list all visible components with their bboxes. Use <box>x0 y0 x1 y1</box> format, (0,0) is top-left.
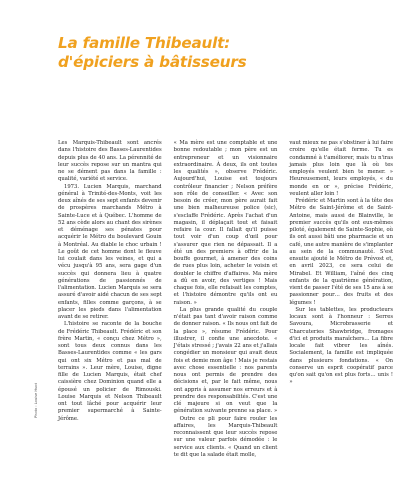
paragraph: Outre ce pli pour faire rouler les affaires, les Marquis-Thibeault reconnaissent que leur succès repose sur une valeur parfois démodée : le service aux clients. « Quand un client te dit que la salade était molle, <box>173 415 278 458</box>
paragraph: L'histoire se raconte de la bouche de Frédéric Thibeault. Frédéric et son frère Martin, « conçu chez Métro », sont tous deux connus dans les Basses-Laurentides comme « les gars qui ont six Métro et pas mal de terrains ». Leur mère, Louise, digne fille de Lucien Marquis, était chef caissière chez Dominion quand elle a épousé un policier de Rimouski. Louise Marquis et Nelson Thibeault ont tout lâché pour acquérir leur premier supermarché à Sainte-Jérôme. <box>58 321 162 422</box>
paragraph: Les Marquis-Thibeault sont ancrés dans l'histoire des Basses-Laurentides depuis plus de 40 ans. La pérennité de leur succès repose sur un mantra qui ne se dément pas dans la famille : qualité, variété et service. <box>58 140 162 183</box>
article-title-line-2: d'épiciers à bâtisseurs <box>58 53 247 71</box>
paragraph: « Ma mère est une comptable et une bonne redoutable ; mon père est un entrepreneur et un visionnaire extraordinaire. À deux, ils ont toutes les qualités », observe Frédéric. Aujourd'hui, Louise est toujours contrôleur financier ; Nelson préfère son rôle de conseiller. « Avec son besoin de créer, mon père aurait fait une bien malheureuse police (sic), s'esclaffe Frédéric. Après l'achat d'un magasin, il déplaçait tout et faisait refaire la cour. Il fallait qu'il puisse tout voir d'un coup d'œil pour s'assurer que rien ne dépassait. Il a été un des premiers à offrir de la bouffe gourmet, à amener des coins de rues plus loin, acheter le voisin et doubler le chiffre d'affaires. Ma mère a dû en avoir, des vertiges ! Mais chaque fois, elle refaisait les comptes, et l'histoire démontre qu'ils ont eu raison. » <box>173 140 278 306</box>
photo-credit: Photo : Louise Huot <box>34 383 38 418</box>
paragraph: Frédéric et Martin sont à la tête des Métro de Saint-Jérôme et de Saint-Antoine, mais aussi de Blainville, le premier succès qu'ils ont eux-mêmes piloté, également de Sainte-Sophie, où ils ont aussi bâti une pharmacie et un café, une autre manière de s'implanter au sein de la communauté. S'est ensuite ajouté le Métro de Prévost et, en avril 2023, ce sera celui de Mirabel. Et William, l'aîné des cinq enfants de la quatrième génération, vient de passer l'été de ses 15 ans à se passionner pour… des fruits et des légumes ! <box>289 198 394 306</box>
article-column-1 <box>58 140 162 470</box>
article-column-3 <box>289 140 393 470</box>
article-column-2 <box>174 140 278 470</box>
article-title-line-1: La famille Thibeault: <box>58 34 231 52</box>
paragraph: 1973. Lucien Marquis, marchand général à Trinité-des-Monts, voit les deux aînés de ses sept enfants devenir de prospères marchands Métro à Sainte-Luce et à Québec. L'homme de 52 ans cède alors au chant des sirènes et déménage ses pénates pour acquérir le Métro du boulevard Gouin à Montréal. Au diable le choc urbain ! Le goût de cet homme dont le fleuve lui coulait dans les veines, et qui a vécu jusqu'à 95 ans, sera gage d'un succès qui donnera lieu à quatre générations de passionnés de l'alimentation. Lucien Marquis se sera assuré d'avoir aidé chacun de ses sept enfants, filles comme garçons, à se placer les pieds dans l'alimentation avant de se retirer. <box>58 183 162 320</box>
paragraph: La plus grande qualité du couple n'était pas tant d'avoir raison comme de donner raison. « Ils nous ont fait de la place », résume Frédéric. Pour illustrer, il confie une anecdote. « J'étais stressé ; j'avais 22 ans et j'allais congédier un monsieur qui avait deux fois et demie mon âge ! Mais je restais avec chose essentielle : nos parents nous ont permis de prendre des décisions et, par le fait même, nous ont appris à assumer nos erreurs et à prendre des responsabilités. C'est une clé majeure si on veut que la génération suivante prenne sa place. » <box>173 306 278 415</box>
paragraph: vaut mieux ne pas s'obstiner à lui faire croire qu'elle était ferme. Tu es condamné à t'améliorer, mais tu n'iras jamais plus loin que là où tes employés veulent bien te mener. » Heureusement, leurs employés, « du monde en or », précise Frédéric, veulent aller loin ! <box>289 140 394 197</box>
article-title <box>58 34 398 72</box>
paragraph: Sur les tablettes, les producteurs locaux sont à l'honneur : Serres Savoura, Microbrasserie et Charcuteries Shawbridge, fromages d'ici et produits maraîchers… La fibre locale fait vibrer les aînés. Socialement, la famille est impliquée dans plusieurs fondations. « On conserve un esprit coopératif parce qu'on sait qu'on est plus forts… unis ! » <box>289 306 394 386</box>
article-body <box>58 140 393 470</box>
